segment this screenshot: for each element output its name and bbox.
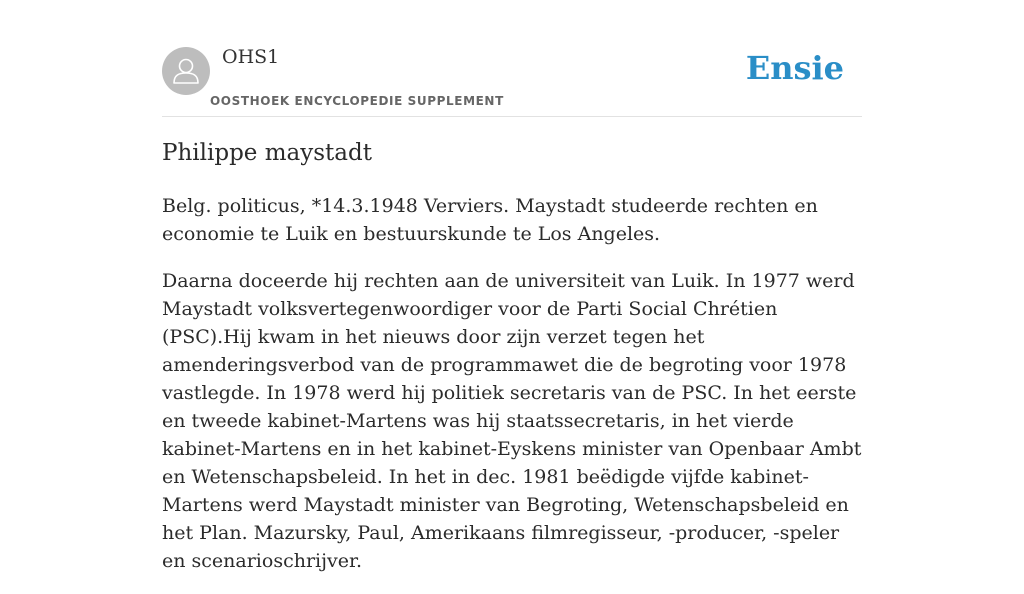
header bbox=[162, 44, 862, 117]
user-name[interactable]: OHS1 bbox=[222, 46, 280, 68]
article-paragraph: Daarna doceerde hij rechten aan de universiteit van Luik. In 1977 werd Maystadt volksvertegenwoordiger voor de Parti Social Chrétien (PSC).Hij kwam in het nieuws door zijn verzet tegen het amenderingsverbod van de programmawet die de begroting voor 1978 vastlegde. In 1978 werd hij politiek secretaris van de PSC. In het eerste en tweede kabinet-Martens was hij staatssecretaris, in het vierde kabinet-Martens en in het kabinet-Eyskens minister van Openbaar Ambt en Wetenschapsbeleid. In het in dec. 1981 beëdigde vijfde kabinet-Martens werd Maystadt minister van Begroting, Wetenschapsbeleid en het Plan. Mazursky, Paul, Amerikaans filmregisseur, -producer, -speler en scenarioschrijver. bbox=[162, 270, 862, 572]
article-body bbox=[162, 192, 862, 594]
source-label[interactable]: OOSTHOEK ENCYCLOPEDIE SUPPLEMENT bbox=[210, 94, 504, 108]
brand-logo[interactable]: Ensie bbox=[745, 49, 844, 87]
article-paragraph: Belg. politicus, *14.3.1948 Verviers. Maystadt studeerde rechten en economie te Luik en bestuurskunde te Los Angeles. bbox=[162, 195, 818, 245]
user-icon bbox=[162, 47, 210, 95]
avatar[interactable] bbox=[162, 47, 210, 95]
article-title: Philippe maystadt bbox=[162, 140, 372, 166]
